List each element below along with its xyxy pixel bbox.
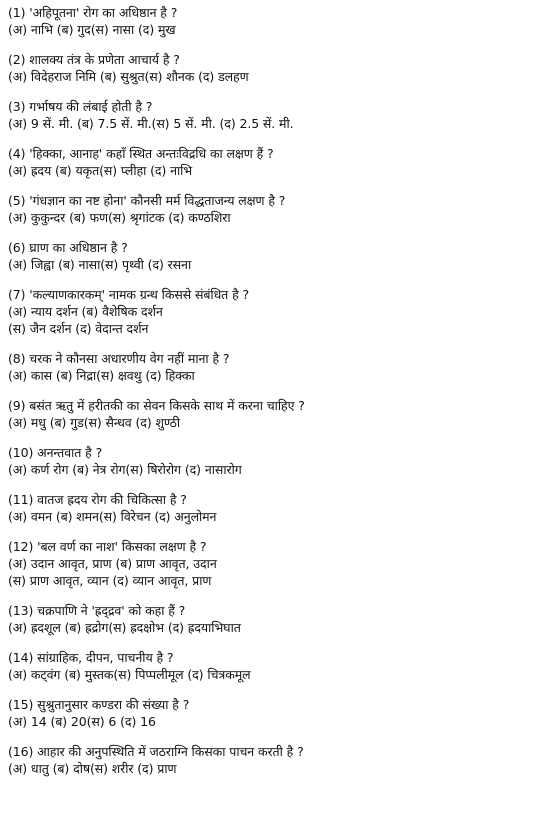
question-block-10	[8, 444, 541, 478]
question-text: (5) 'गंधज्ञान का नष्ट होना' कौनसी मर्म विद्धताजन्य लक्षण है ?	[8, 193, 286, 208]
options-line: (अ) कट्वंग (ब) मुस्तक(स) पिप्पलीमूल (द) चित्रकमूल	[8, 667, 251, 682]
question-block-14	[8, 649, 541, 683]
question-text: (7) 'कल्याणकारकम्' नामक ग्रन्थ किससे संबंधित है ?	[8, 287, 250, 302]
question-text: (16) आहार की अनुपस्थिति में जठराग्नि किसका पाचन करती है ?	[8, 744, 304, 759]
question-text: (6) घ्राण का अधिष्ठान है ?	[8, 240, 128, 255]
question-block-12	[8, 538, 541, 589]
options-line: (अ) ह्रदय (ब) यकृत(स) प्लीहा (द) नाभि	[8, 163, 193, 178]
question-text: (1) 'अहिपूतना' रोग का अधिष्ठान है ?	[8, 5, 178, 20]
options-line: (अ) धातु (ब) दोष(स) शरीर (द) प्राण	[8, 761, 177, 776]
options-line: (स) जैन दर्शन (द) वेदान्त दर्शन	[8, 321, 149, 336]
options-line: (अ) 14 (ब) 20(स) 6 (द) 16	[8, 714, 156, 729]
question-text: (13) चक्रपाणि ने 'ह्रद्द्रव' को कहा हैं ?	[8, 603, 186, 618]
question-text: (8) चरक ने कौनसा अधारणीय वेग नहीं माना है ?	[8, 351, 230, 366]
question-text: (11) वातज ह्रदय रोग की चिकित्सा है ?	[8, 492, 187, 507]
question-block-9	[8, 397, 541, 431]
options-line: (अ) 9 सें. मी. (ब) 7.5 सें. मी.(स) 5 सें. मी. (द) 2.5 सें. मी.	[8, 116, 294, 131]
question-block-3	[8, 98, 541, 132]
question-text: (15) सुश्रुतानुसार कण्डरा की संख्या है ?	[8, 697, 190, 712]
question-block-15	[8, 696, 541, 730]
question-block-2	[8, 51, 541, 85]
options-line: (स) प्राण आवृत, व्यान (द) व्यान आवृत, प्राण	[8, 573, 212, 588]
question-block-13	[8, 602, 541, 636]
question-text: (4) 'हिक्का, आनाह' कहाँ स्थित अन्तःविद्रधि का लक्षण हैं ?	[8, 146, 274, 161]
question-text: (9) बसंत ऋतु में हरीतकी का सेवन किसके साथ में करना चाहिए ?	[8, 398, 305, 413]
options-line: (अ) उदान आवृत, प्राण (ब) प्राण आवृत, उदान	[8, 556, 217, 571]
options-line: (अ) वमन (ब) शमन(स) विरेचन (द) अनुलोमन	[8, 509, 217, 524]
options-line: (अ) कुकुन्दर (ब) फण(स) श्रृगांटक (द) कण्ठशिरा	[8, 210, 231, 225]
question-block-7	[8, 286, 541, 337]
question-block-6	[8, 239, 541, 273]
question-block-5	[8, 192, 541, 226]
options-line: (अ) जिह्वा (ब) नासा(स) पृथ्वी (द) रसना	[8, 257, 192, 272]
question-text: (12) 'बल वर्ण का नाश' किसका लक्षण है ?	[8, 539, 207, 554]
question-text: (3) गर्भाषय की लंबाई होती है ?	[8, 99, 153, 114]
question-block-16	[8, 743, 541, 777]
question-block-4	[8, 145, 541, 179]
question-block-1	[8, 4, 541, 38]
question-text: (2) शालक्य तंत्र के प्रणेता आचार्य है ?	[8, 52, 180, 67]
options-line: (अ) नाभि (ब) गुद(स) नासा (द) मुख	[8, 22, 176, 37]
question-block-11	[8, 491, 541, 525]
question-block-8	[8, 350, 541, 384]
options-line: (अ) विदेहराज निमि (ब) सुश्रुत(स) शौनक (द) डलहण	[8, 69, 249, 84]
options-line: (अ) ह्रदशूल (ब) ह्रद्रोग(स) ह्रदक्षोभ (द) ह्रदयाभिघात	[8, 620, 241, 635]
options-line: (अ) कास (ब) निद्रा(स) क्षवथु (द) हिक्का	[8, 368, 195, 383]
options-line: (अ) न्याय दर्शन (ब) वैशेषिक दर्शन	[8, 304, 163, 319]
options-line: (अ) मधु (ब) गुड(स) सैन्धव (द) शुण्ठी	[8, 415, 180, 430]
question-text: (14) सांग्राहिक, दीपन, पाचनीय है ?	[8, 650, 174, 665]
question-text: (10) अनन्तवात है ?	[8, 445, 103, 460]
options-line: (अ) कर्ण रोग (ब) नेत्र रोग(स) षिरोरोग (द) नासारोग	[8, 462, 242, 477]
